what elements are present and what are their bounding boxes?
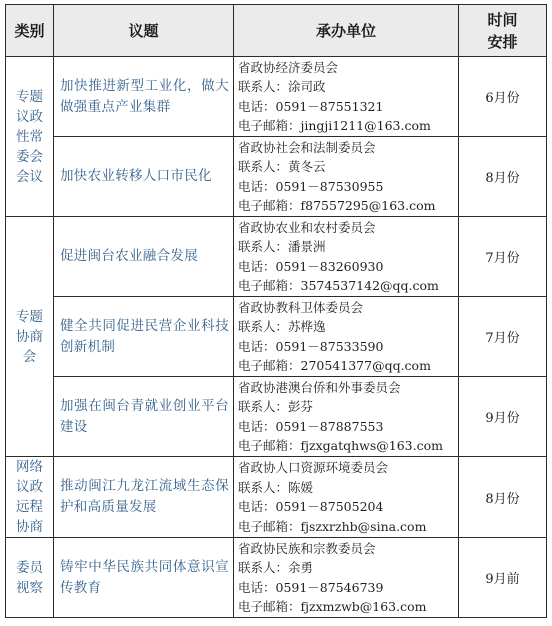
unit-phone: 电话：0591－87505204 (238, 499, 384, 514)
unit-cell (234, 457, 459, 538)
unit-name: 省政协人口资源环境委员会 (238, 460, 389, 475)
category-cell (6, 538, 54, 618)
unit-email: 电子邮箱：3574537142@qq.com (238, 278, 439, 293)
topic-cell: 健全共同促进民营企业科技创新机制 (54, 297, 234, 377)
time-cell: 6月份 (459, 57, 547, 137)
unit-name: 省政协教科卫体委员会 (238, 299, 364, 315)
category-cell (6, 217, 54, 457)
schedule-table (5, 4, 547, 618)
unit-cell (234, 297, 459, 377)
unit-name: 省政协民族和宗教委员会 (238, 540, 376, 556)
header-topic: 议题 (54, 5, 234, 57)
unit-phone: 电话：0591－87887553 (238, 418, 384, 434)
unit-contact: 联系人：黄冬云 (238, 159, 326, 174)
unit-name: 省政协港澳台侨和外事委员会 (238, 379, 401, 395)
topic-cell: 加强在闽台青就业创业平台建设 (54, 377, 234, 457)
topic-cell: 推动闽江九龙江流域生态保护和高质量发展 (54, 457, 234, 538)
category-label: 委员视察 (16, 559, 43, 596)
unit-cell (234, 57, 459, 137)
unit-phone: 电话：0591－87551321 (238, 98, 384, 114)
unit-contact: 联系人：苏桦逸 (238, 319, 326, 334)
category-label: 专题协商会 (16, 308, 43, 365)
category-label: 网络议政远程协商 (16, 459, 43, 535)
unit-phone: 电话：0591－87533590 (238, 338, 384, 354)
header-unit: 承办单位 (234, 5, 459, 57)
header-time-line2: 安排 (487, 32, 518, 51)
topic-cell: 加快推进新型工业化，做大做强重点产业集群 (54, 57, 234, 137)
time-cell: 9月前 (459, 538, 547, 618)
header-time-line1: 时间 (487, 10, 518, 29)
time-cell: 9月份 (459, 377, 547, 457)
table-row (6, 377, 547, 457)
unit-email: 电子邮箱：jingji1211@163.com (238, 118, 431, 133)
unit-cell (234, 217, 459, 297)
unit-email: 电子邮箱：fjzxmzwb@163.com (238, 599, 427, 614)
time-cell: 8月份 (459, 137, 547, 217)
unit-email: 电子邮箱：270541377@qq.com (238, 358, 431, 373)
header-category: 类别 (6, 5, 54, 57)
unit-email: 电子邮箱：f87557295@163.com (238, 198, 436, 213)
unit-cell (234, 538, 459, 618)
unit-contact: 联系人：余勇 (238, 560, 314, 575)
unit-phone: 电话：0591－83260930 (238, 258, 384, 274)
unit-email: 电子邮箱：fjszxrzhb@sina.com (238, 518, 427, 534)
unit-contact: 联系人：陈媛 (238, 479, 314, 495)
unit-cell (234, 137, 459, 217)
time-cell: 7月份 (459, 217, 547, 297)
header-time (459, 5, 547, 57)
unit-phone: 电话：0591－87546739 (238, 579, 384, 595)
topic-cell: 加快农业转移人口市民化 (54, 137, 234, 217)
unit-contact: 联系人：潘景洲 (238, 239, 326, 254)
table-row (6, 538, 547, 618)
category-cell (6, 457, 54, 538)
unit-email: 电子邮箱：fjzxgatqhws@163.com (238, 438, 443, 453)
table-row (6, 457, 547, 538)
unit-name: 省政协社会和法制委员会 (238, 139, 376, 155)
table-row (6, 297, 547, 377)
category-cell (6, 57, 54, 217)
unit-phone: 电话：0591－87530955 (238, 178, 384, 194)
topic-cell: 促进闽台农业融合发展 (54, 217, 234, 297)
time-cell: 7月份 (459, 297, 547, 377)
unit-contact: 联系人：彭芬 (238, 399, 314, 414)
table-row (6, 217, 547, 297)
unit-name: 省政协农业和农村委员会 (238, 219, 376, 235)
unit-cell (234, 377, 459, 457)
unit-contact: 联系人：涂司政 (238, 79, 326, 94)
header-row (6, 5, 547, 57)
category-label: 专题议政性常委会会议 (16, 88, 43, 185)
time-cell: 8月份 (459, 457, 547, 538)
topic-cell: 铸牢中华民族共同体意识宣传教育 (54, 538, 234, 618)
table-row (6, 137, 547, 217)
unit-name: 省政协经济委员会 (238, 59, 339, 75)
table-row (6, 57, 547, 137)
